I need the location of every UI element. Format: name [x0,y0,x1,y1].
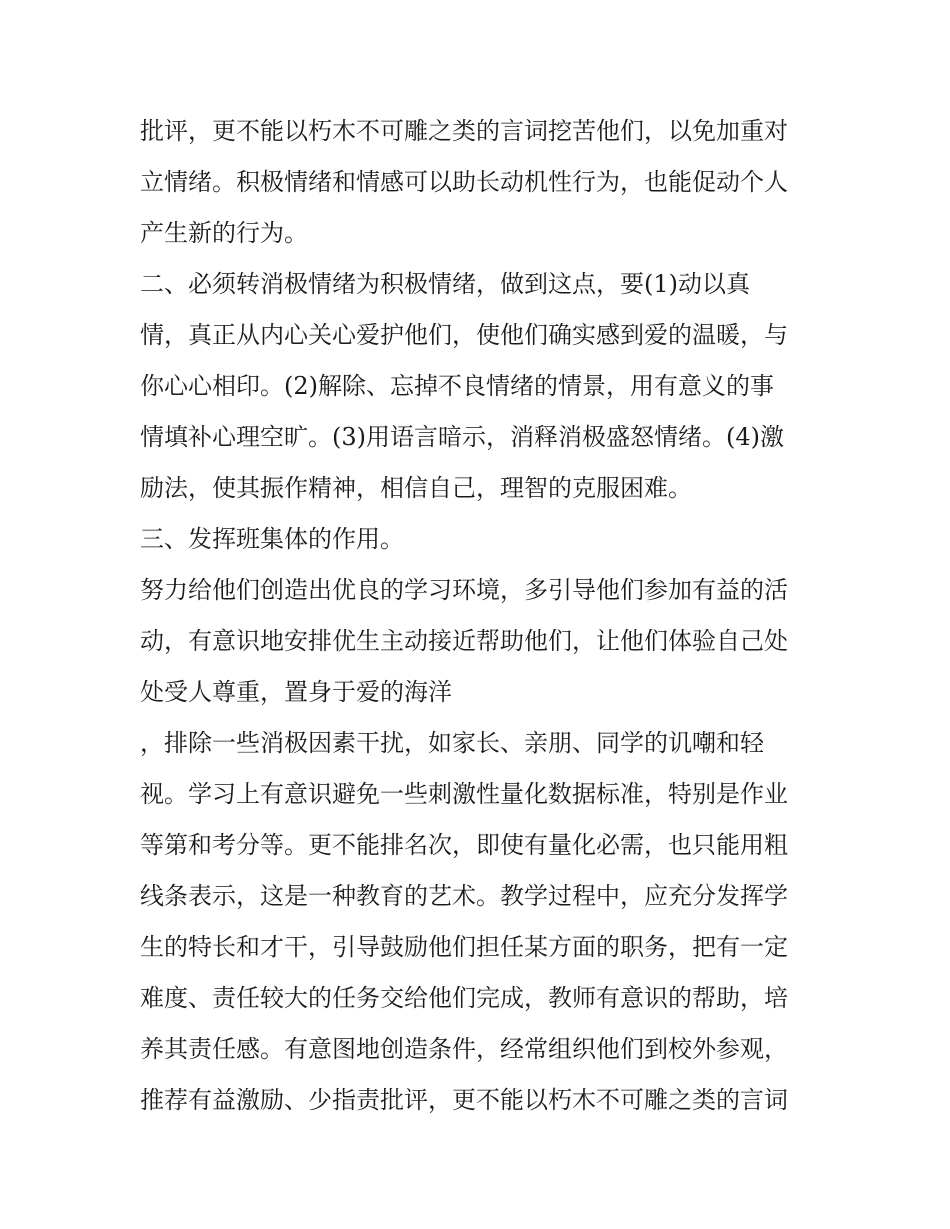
text-line: 情，真正从内心关心爱护他们，使他们确实感到爱的温暖，与 [140,321,788,349]
text-line: 视。学习上有意识避免一些刺激性量化数据标准，特别是作业 [140,780,788,808]
body-text [140,106,820,1126]
text-line: 立情绪。积极情绪和情感可以助长动机性行为，也能促动个人 [140,168,788,196]
text-line: 推荐有益激励、少指责批评，更不能以朽木不可雕之类的言词 [140,1086,788,1114]
text-line: 三、发挥班集体的作用。 [140,525,404,553]
text-line: 二、必须转消极情绪为积极情绪，做到这点，要(1)动以真 [140,270,750,298]
text-line: 产生新的行为。 [140,219,308,247]
text-line: 动，有意识地安排优生主动接近帮助他们，让他们体验自己处 [140,627,788,655]
text-line: 批评，更不能以朽木不可雕之类的言词挖苦他们，以免加重对 [140,117,788,145]
text-line: 生的特长和才干，引导鼓励他们担任某方面的职务，把有一定 [140,933,788,961]
text-line: 努力给他们创造出优良的学习环境，多引导他们参加有益的活 [140,576,788,604]
text-line: 线条表示，这是一种教育的艺术。教学过程中，应充分发挥学 [140,882,788,910]
text-line: ，排除一些消极因素干扰，如家长、亲朋、同学的讥嘲和轻 [140,729,764,757]
text-line: 你心心相印。(2)解除、忘掉不良情绪的情景，用有意义的事 [140,372,774,400]
text-line: 等第和考分等。更不能排名次，即使有量化必需，也只能用粗 [140,831,788,859]
text-line: 难度、责任较大的任务交给他们完成，教师有意识的帮助，培 [140,984,788,1012]
text-line: 励法，使其振作精神，相信自己，理智的克服困难。 [140,474,692,502]
text-line: 情填补心理空旷。(3)用语言暗示，消释消极盛怒情绪。(4)激 [140,423,784,451]
text-line: 处受人尊重，置身于爱的海洋 [140,678,452,706]
text-line: 养其责任感。有意图地创造条件，经常组织他们到校外参观， [140,1035,788,1063]
